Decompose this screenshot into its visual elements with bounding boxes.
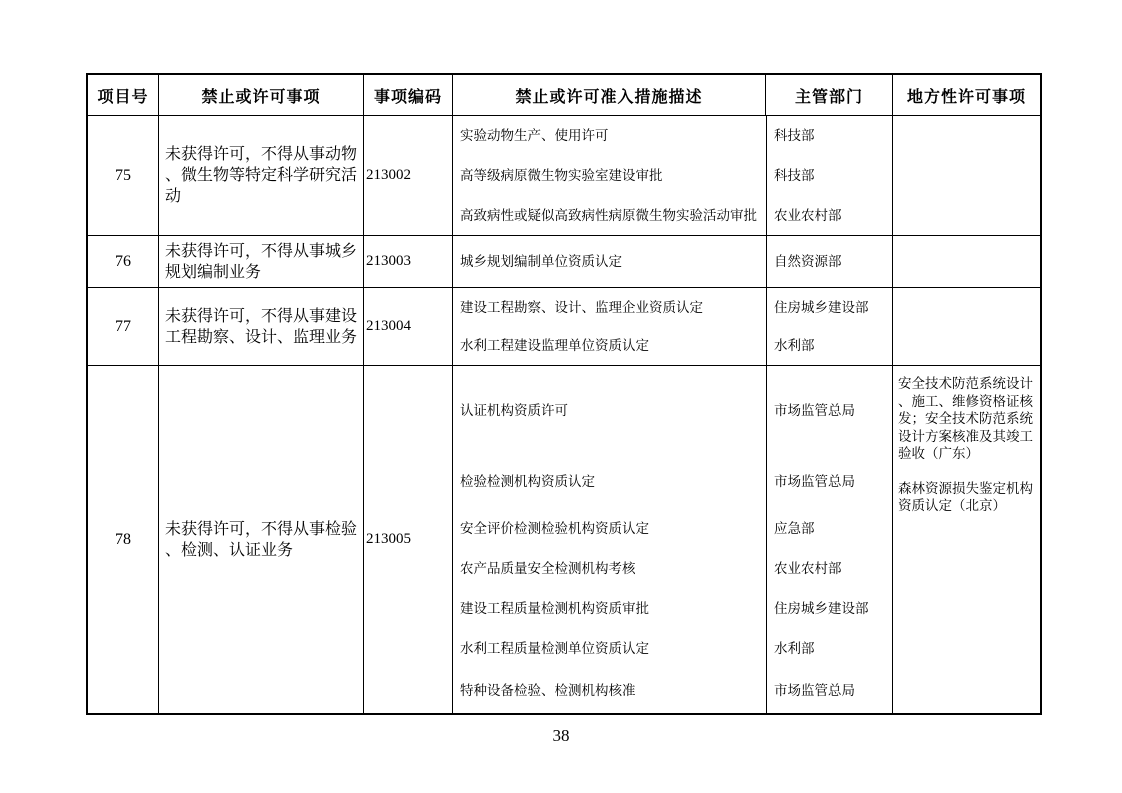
measures-cell: [452, 366, 892, 713]
measures-cell: [452, 116, 892, 235]
item-text: 未获得许可，不得从事建设工程勘察、设计、监理业务: [165, 307, 358, 346]
column-header-item: 禁止或许可事项: [158, 75, 363, 115]
measure-dept-pair: [453, 589, 892, 629]
table-row: [88, 235, 1040, 287]
measure-dept-pair: [453, 116, 892, 156]
code-cell: 213003: [363, 236, 452, 287]
measure-dept-pair: [453, 327, 892, 366]
column-header-dept: 主管部门: [765, 75, 892, 115]
dept-name: 农业农村部: [766, 549, 893, 589]
dept-name: 自然资源部: [766, 236, 893, 287]
project-no-cell: 76: [115, 252, 131, 270]
project-no-cell: 78: [115, 530, 131, 548]
measure-text: 城乡规划编制单位资质认定: [460, 254, 622, 269]
page-number: 38: [552, 726, 570, 745]
measure-text: 建设工程质量检测机构资质审批: [460, 601, 649, 617]
local-permit-item: 森林资源损失鉴定机构资质认定（北京）: [898, 480, 1033, 513]
column-header-code: 事项编码: [363, 75, 452, 115]
table-row: [88, 365, 1040, 713]
code-cell: 213004: [363, 288, 452, 365]
dept-name: 科技部: [766, 156, 893, 196]
measure-dept-pair: [453, 288, 892, 327]
measure-dept-pair: [453, 156, 892, 196]
table-row: [88, 115, 1040, 235]
measure-dept-pair: [453, 454, 892, 508]
column-header-local: 地方性许可事项: [892, 75, 1040, 115]
measure-text: 高致病性或疑似高致病性病原微生物实验活动审批: [460, 207, 757, 223]
item-cell: [158, 366, 363, 713]
table-header-row: [88, 75, 1040, 115]
measure-dept-pair: [453, 508, 892, 548]
measure-dept-pair: [453, 236, 892, 287]
item-cell: [158, 288, 363, 365]
measure-text: 检验检测机构资质认定: [460, 473, 595, 489]
item-text: 未获得许可，不得从事检验、检测、认证业务: [165, 520, 358, 559]
code-cell: 213002: [363, 116, 452, 235]
item-cell: [158, 116, 363, 235]
measure-text: 水利工程质量检测单位资质认定: [460, 641, 649, 657]
local-permits-cell: [892, 288, 1040, 365]
measure-text: 建设工程勘察、设计、监理企业资质认定: [460, 299, 703, 315]
permits-table: [86, 73, 1042, 715]
measure-dept-pair: [453, 669, 892, 713]
item-text: 未获得许可，不得从事动物、微生物等特定科学研究活动: [165, 146, 358, 205]
measure-dept-pair: [453, 629, 892, 669]
dept-name: 市场监管总局: [766, 669, 893, 713]
local-permits-cell: [892, 366, 1040, 713]
column-header-project-no: 项目号: [97, 88, 149, 106]
code-cell: 213005: [363, 366, 452, 713]
measure-text: 高等级病原微生物实验室建设审批: [460, 168, 663, 183]
dept-name: 应急部: [766, 508, 893, 548]
measure-text: 特种设备检验、检测机构核准: [460, 683, 636, 699]
dept-name: 住房城乡建设部: [766, 589, 893, 629]
dept-name: 市场监管总局: [766, 454, 893, 508]
dept-name: 住房城乡建设部: [766, 288, 893, 327]
measure-text: 认证机构资质许可: [460, 402, 568, 418]
item-text: 未获得许可，不得从事城乡规划编制业务: [165, 242, 358, 281]
dept-name: 水利部: [766, 629, 893, 669]
dept-name: 农业农村部: [766, 195, 893, 235]
measures-cell: [452, 288, 892, 365]
measure-text: 实验动物生产、使用许可: [460, 128, 609, 144]
project-no-cell: 75: [115, 166, 131, 184]
item-cell: [158, 236, 363, 287]
measure-dept-pair: [453, 549, 892, 589]
local-permits-cell: [892, 116, 1040, 235]
measure-dept-pair: [453, 366, 892, 454]
measures-cell: [452, 236, 892, 287]
table-row: [88, 287, 1040, 365]
measure-dept-pair: [453, 195, 892, 235]
local-permit-item: 安全技术防范系统设计、施工、维修资格证核发；安全技术防范系统设计方案核准及其竣工验收（广东）: [898, 376, 1033, 461]
project-no-cell: 77: [115, 317, 131, 335]
dept-name: 市场监管总局: [766, 366, 893, 454]
measure-text: 农产品质量安全检测机构考核: [460, 561, 636, 577]
measure-text: 水利工程建设监理单位资质认定: [460, 338, 649, 354]
dept-name: 科技部: [766, 116, 893, 156]
column-header-measure-desc: 禁止或许可准入措施描述: [452, 75, 765, 115]
local-permits-cell: [892, 236, 1040, 287]
dept-name: 水利部: [766, 327, 893, 366]
measure-text: 安全评价检测检验机构资质认定: [460, 520, 649, 536]
